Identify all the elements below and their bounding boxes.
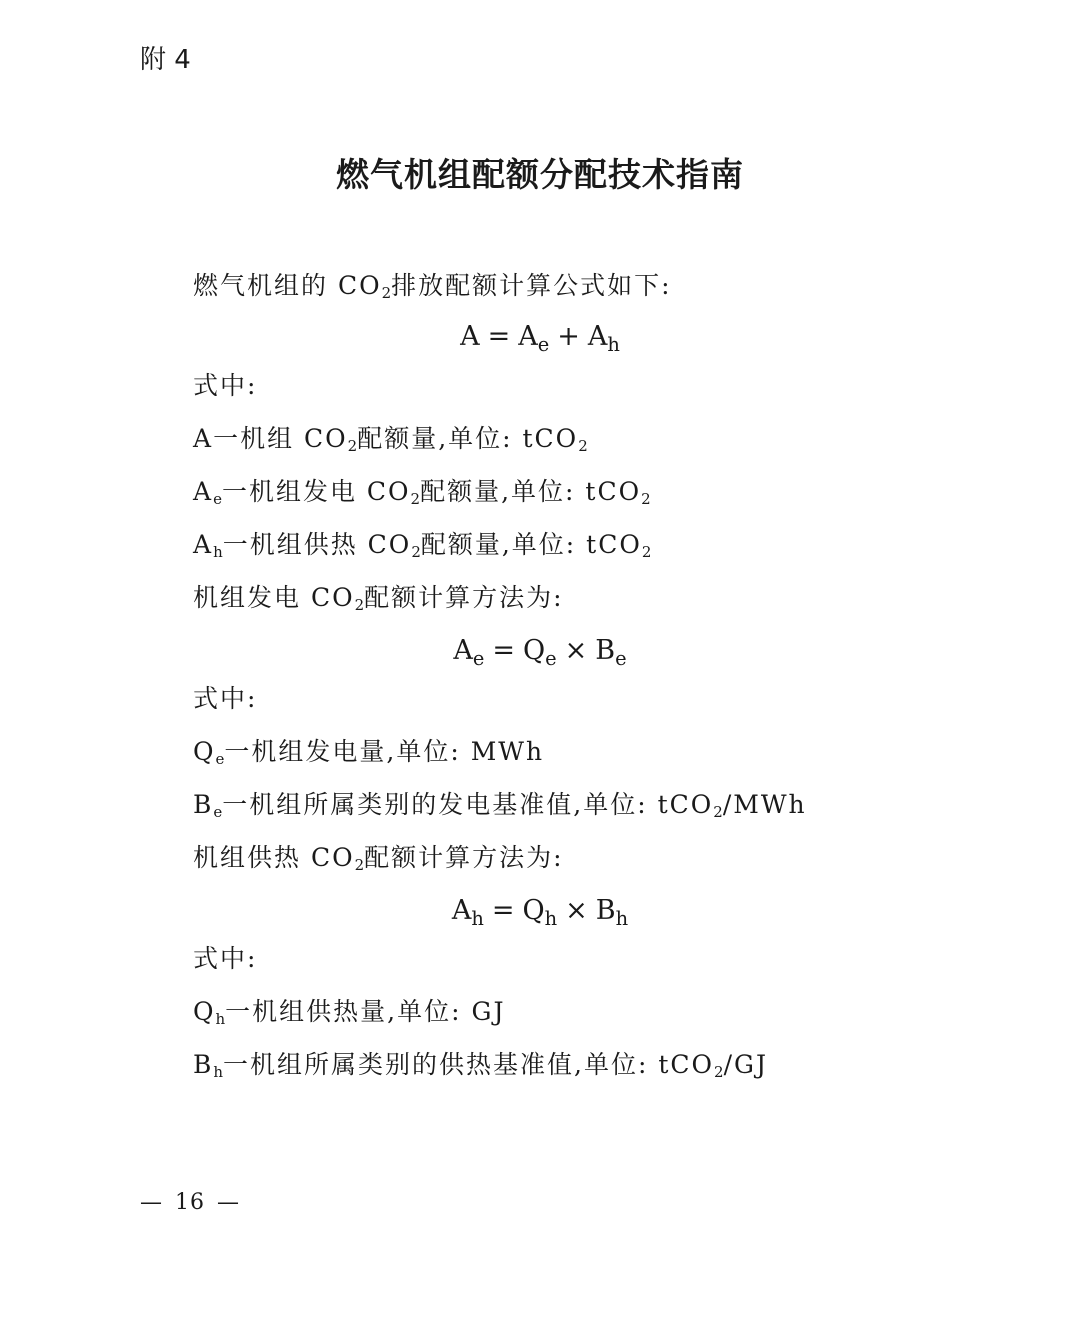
page-dash-right: — [217, 1190, 240, 1215]
definition-Ah: $A_h$一机组供热 $CO_2$配额量,单位: tCO$_2$ [193, 530, 652, 561]
intro-line: 燃气机组的 $CO_2$排放配额计算公式如下: [193, 271, 672, 302]
where-label: 式中: [193, 684, 258, 713]
where-label: 式中: [193, 371, 258, 400]
document-title: 燃气机组配额分配技术指南 [336, 155, 744, 194]
formula-electricity-allowance: $A_e = Q_e \times B_e$ [453, 635, 627, 671]
method-electricity: 机组发电 $CO_2$配额计算方法为: [193, 583, 564, 614]
page-dash-left: — [140, 1190, 163, 1215]
appendix-label: 附 4 [140, 45, 191, 75]
definition-Ae: $A_e$一机组发电 $CO_2$配额量,单位: tCO$_2$ [193, 477, 651, 508]
method-heat: 机组供热 $CO_2$配额计算方法为: [193, 843, 564, 874]
formula-total-allowance: $A = A_e + A_h$ [460, 321, 620, 357]
where-label: 式中: [193, 944, 258, 973]
definition-Qh: $Q_h$一机组供热量,单位: GJ [193, 997, 506, 1028]
definition-Bh: $B_h$一机组所属类别的供热基准值,单位: tCO$_2$/GJ [193, 1050, 769, 1081]
page-number-value: 16 [175, 1190, 205, 1215]
formula-heat-allowance: $A_h = Q_h \times B_h$ [451, 895, 629, 931]
definition-Qe: $Q_e$一机组发电量,单位: MWh [193, 737, 545, 768]
definition-A: A一机组 $CO_2$配额量,单位: tCO$_2$ [193, 424, 588, 455]
page-number [140, 1187, 252, 1219]
definition-Be: $B_e$一机组所属类别的发电基准值,单位: tCO$_2$/MWh [193, 790, 807, 821]
